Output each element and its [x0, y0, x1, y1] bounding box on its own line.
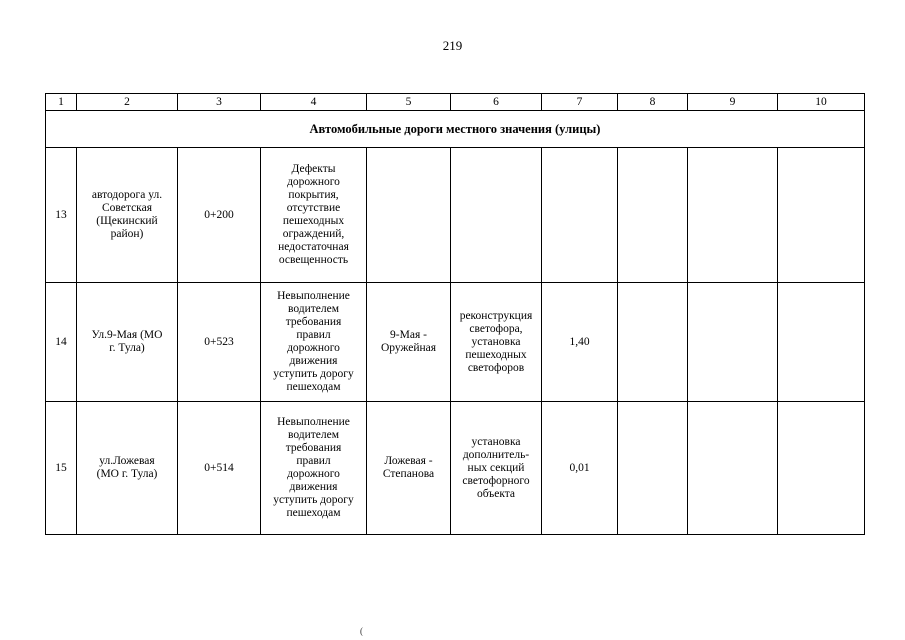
cause-cell — [261, 148, 367, 283]
cell-line: требования — [285, 442, 342, 454]
cell-line: объекта — [476, 487, 516, 500]
cell-line: пешеходных — [282, 215, 345, 227]
cell-line: покрытия, — [288, 189, 339, 201]
measures-cell — [451, 283, 542, 402]
cell-line: ул.Ложевая — [99, 455, 155, 467]
cost-cell: 1,40 — [542, 283, 618, 402]
col10-cell — [778, 402, 865, 535]
cell-line: установка — [471, 435, 521, 448]
road-table — [45, 93, 865, 535]
measures-cell — [451, 148, 542, 283]
col9-cell — [688, 402, 778, 535]
location-cell — [367, 402, 451, 535]
column-header: 1 — [46, 94, 77, 111]
page-number: 219 — [442, 38, 463, 53]
cell-line: правил — [296, 455, 331, 467]
col9-cell — [688, 283, 778, 402]
cell-line: г. Тула) — [109, 342, 145, 354]
table-row — [46, 148, 865, 283]
cell-line: дополнитель- — [462, 448, 530, 461]
cost-cell: 0,01 — [542, 402, 618, 535]
cell-line: ограждений, — [282, 228, 345, 240]
table-row — [46, 402, 865, 535]
table-row — [46, 283, 865, 402]
cell-line: светофора, — [469, 322, 523, 335]
km-position-cell: 0+514 — [178, 402, 261, 535]
cell-line: район) — [110, 228, 144, 240]
cell-line: правил — [296, 329, 331, 341]
cell-line: пешеходам — [286, 507, 341, 519]
row-number-cell: 15 — [46, 402, 77, 535]
cell-line: освещенность — [278, 254, 349, 266]
cell-line: уступить дорогу — [273, 368, 354, 380]
cell-line: водителем — [287, 303, 340, 315]
cell-line: недостаточная — [278, 241, 349, 253]
col8-cell — [618, 148, 688, 283]
cost-cell — [542, 148, 618, 283]
cause-cell — [261, 283, 367, 402]
section-title: Автомобильные дороги местного значения (улицы) — [46, 111, 865, 148]
column-header: 2 — [77, 94, 178, 111]
col8-cell — [618, 283, 688, 402]
cell-line: реконструкция — [459, 309, 533, 322]
column-header: 9 — [688, 94, 778, 111]
row-number-cell: 13 — [46, 148, 77, 283]
cell-line: (МО г. Тула) — [96, 468, 158, 480]
cell-line: светофоров — [467, 361, 525, 374]
stray-mark: ( — [360, 626, 363, 636]
cell-line: движения — [289, 355, 338, 367]
cell-line: Невыполнение — [277, 290, 350, 302]
table-body — [46, 148, 865, 535]
road-name-cell — [77, 402, 178, 535]
cell-line: отсутствие — [286, 202, 341, 214]
measures-cell — [451, 402, 542, 535]
section-header-row — [46, 111, 865, 148]
cell-line: Советская — [102, 202, 152, 214]
cell-line: установка — [471, 335, 521, 348]
column-header: 3 — [178, 94, 261, 111]
col9-cell — [688, 148, 778, 283]
cell-line: требования — [285, 316, 342, 328]
column-header: 10 — [778, 94, 865, 111]
cell-line: водителем — [287, 429, 340, 441]
cell-line: (Щекинский — [96, 215, 158, 227]
col10-cell — [778, 148, 865, 283]
cell-line: Дефекты — [291, 163, 336, 175]
road-name-cell — [77, 283, 178, 402]
location-cell — [367, 283, 451, 402]
cell-line: 9-Мая - — [390, 329, 427, 341]
cell-line: дорожного — [287, 342, 340, 354]
column-header-row — [46, 94, 865, 111]
row-number-cell: 14 — [46, 283, 77, 402]
cell-line: пешеходам — [286, 381, 341, 393]
road-name-cell — [77, 148, 178, 283]
cell-line: светофорного — [462, 474, 530, 487]
cell-line: ных секций — [467, 461, 525, 474]
cell-line: пешеходных — [465, 348, 527, 361]
column-header: 6 — [451, 94, 542, 111]
cell-line: Ложевая - — [384, 455, 433, 467]
col8-cell — [618, 402, 688, 535]
cell-line: движения — [289, 481, 338, 493]
cell-line: Невыполнение — [277, 416, 350, 428]
cell-line: уступить дорогу — [273, 494, 354, 506]
column-header: 7 — [542, 94, 618, 111]
cell-line: автодорога ул. — [91, 189, 163, 201]
cell-line: Ул.9-Мая (МО — [91, 329, 163, 341]
cell-line: дорожного — [287, 176, 340, 188]
cell-line: Оружейная — [380, 342, 437, 354]
km-position-cell: 0+200 — [178, 148, 261, 283]
column-header: 8 — [618, 94, 688, 111]
cell-line: Степанова — [382, 468, 435, 480]
km-position-cell: 0+523 — [178, 283, 261, 402]
col10-cell — [778, 283, 865, 402]
column-header: 5 — [367, 94, 451, 111]
location-cell — [367, 148, 451, 283]
column-header: 4 — [261, 94, 367, 111]
cell-line: дорожного — [287, 468, 340, 480]
cause-cell — [261, 402, 367, 535]
